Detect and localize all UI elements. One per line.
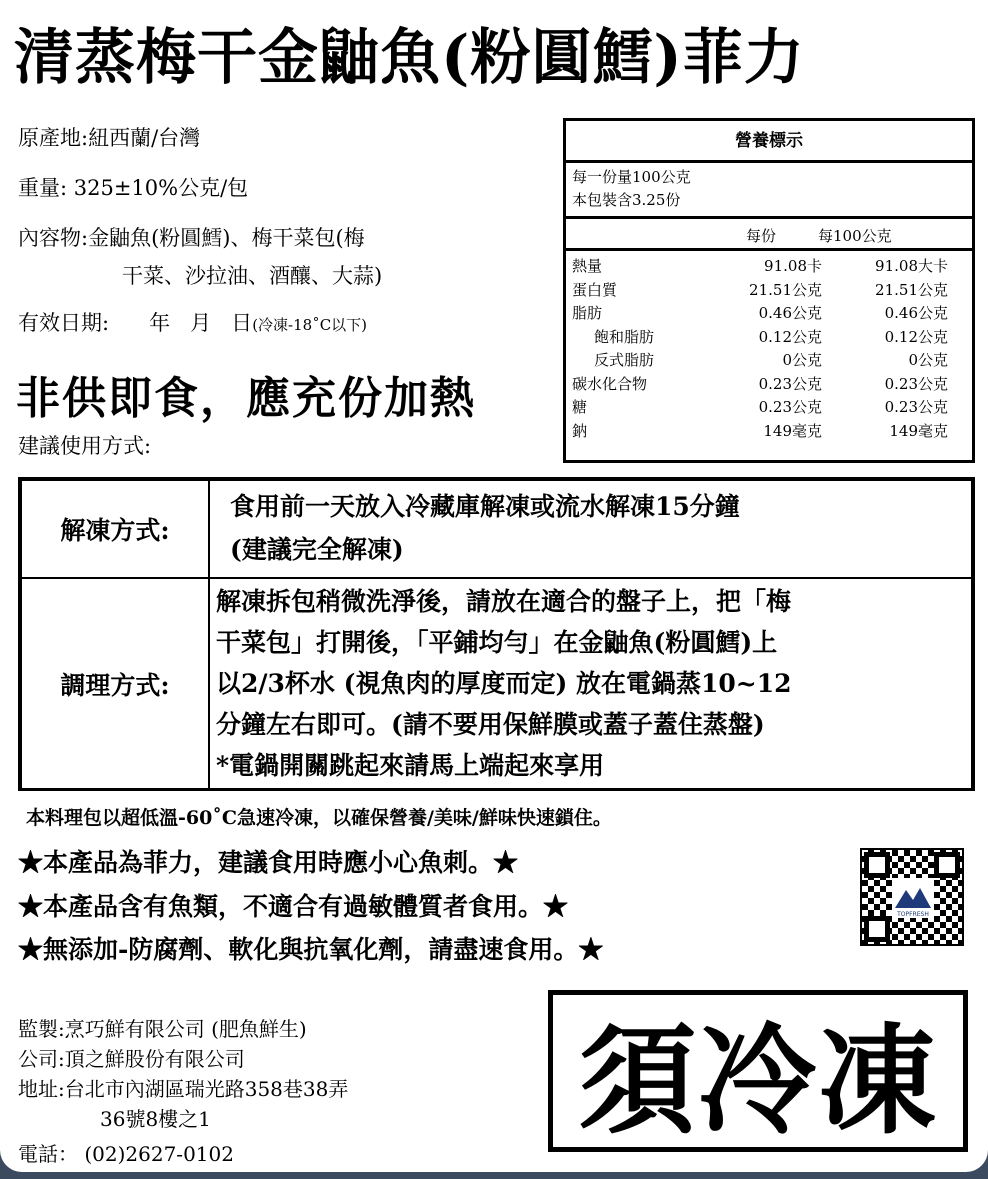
per-100g-value: 0.23公克 xyxy=(884,374,948,393)
nutrition-row xyxy=(572,396,966,420)
nutrient-name: 碳水化合物 xyxy=(572,374,648,393)
phone: 電話： (02)2627-0102 xyxy=(18,1142,234,1166)
serving-size: 每一份量100公克 xyxy=(572,168,691,186)
thaw-label: 解凍方式: xyxy=(21,480,209,578)
contents-line-2: 干菜、沙拉油、酒釀、大蒜) xyxy=(122,264,383,288)
nutrition-row xyxy=(572,302,966,326)
nutrient-name: 反式脂肪 xyxy=(594,351,655,369)
expiry-label: 有效日期: 年 月 日 xyxy=(18,311,253,335)
qr-finder xyxy=(864,852,890,878)
qr-code[interactable] xyxy=(860,848,964,946)
nutrient-name: 脂肪 xyxy=(572,304,603,322)
star-note: ★無添加-防腐劑、軟化與抗氧化劑，請盡速食用。★ xyxy=(18,935,604,964)
heating-warning: 非供即食，應充份加熱 xyxy=(16,373,476,424)
nutrition-heading: 營養標示 xyxy=(566,121,972,163)
address-line-1: 地址:台北市內湖區瑞光路358巷38弄 xyxy=(18,1077,349,1101)
per-100g-value: 21.51公克 xyxy=(875,280,948,299)
nutrition-row xyxy=(572,255,966,279)
per-serving-value: 0.46公克 xyxy=(758,304,822,322)
per-serving-value: 149毫克 xyxy=(763,421,822,440)
col-per-serving: 每份 xyxy=(746,227,777,245)
per-100g-value: 0.23公克 xyxy=(884,398,948,416)
per-100g-value: 0公克 xyxy=(908,351,948,369)
cook-line: 以2/3杯水 (視魚肉的厚度而定) 放在電鍋蒸10~12 xyxy=(216,669,792,698)
thaw-note: (建議完全解凍) xyxy=(230,535,404,564)
qr-finder xyxy=(864,916,890,942)
nutrient-name: 鈉 xyxy=(572,421,588,440)
svg-text:TOPFRESH: TOPFRESH xyxy=(897,911,929,918)
per-serving-value: 0公克 xyxy=(782,351,822,369)
per-100g-value: 91.08大卡 xyxy=(875,257,948,275)
preparation-table xyxy=(18,477,975,791)
usage-label: 建議使用方式: xyxy=(18,434,152,458)
thaw-text: 食用前一天放入冷藏庫解凍或流水解凍15分鐘 xyxy=(230,492,740,521)
keep-frozen-box: 須冷凍 xyxy=(548,990,968,1152)
nutrition-row xyxy=(572,420,966,444)
nutrient-name: 蛋白質 xyxy=(572,280,618,299)
weight: 重量: 325±10%公克/包 xyxy=(18,176,249,200)
nutrient-name: 糖 xyxy=(572,398,588,416)
star-note: ★本產品含有魚類，不適合有過敏體質者食用。★ xyxy=(18,892,569,921)
origin: 原產地:紐西蘭/台灣 xyxy=(18,126,201,150)
cook-label: 調理方式: xyxy=(21,578,209,789)
supervisor: 監製:烹巧鮮有限公司 (肥魚鮮生) xyxy=(18,1017,307,1041)
cook-instructions xyxy=(209,578,972,789)
servings-per-pack: 本包裝含3.25份 xyxy=(572,191,681,209)
star-note: ★本產品為菲力，建議食用時應小心魚刺。★ xyxy=(18,848,519,877)
contents-line-1: 內容物:金鼬魚(粉圓鱈)、梅干菜包(梅 xyxy=(18,226,365,250)
company-name: 公司:頂之鮮股份有限公司 xyxy=(18,1047,245,1071)
nutrient-name: 飽和脂肪 xyxy=(594,327,655,346)
expiry-date xyxy=(18,307,367,337)
nutrient-name: 熱量 xyxy=(572,257,603,275)
per-100g-value: 0.46公克 xyxy=(884,304,948,322)
thaw-instructions xyxy=(209,480,972,578)
cook-line: 解凍拆包稍微洗淨後，請放在適合的盤子上，把「梅 xyxy=(216,587,792,616)
per-serving-value: 0.12公克 xyxy=(758,327,822,346)
cook-line: *電鍋開關跳起來請馬上端起來享用 xyxy=(216,751,605,780)
cook-line: 分鐘左右即可。(請不要用保鮮膜或蓋子蓋住蒸盤) xyxy=(216,710,765,739)
per-100g-value: 0.12公克 xyxy=(884,327,948,346)
nutrition-column-headers xyxy=(566,219,972,251)
serving-info xyxy=(566,163,972,219)
address-line-2: 36號8樓之1 xyxy=(100,1107,211,1131)
freeze-note: 本料理包以超低溫-60˚C急速冷凍，以確保營養/美味/鮮味快速鎖住。 xyxy=(26,807,612,829)
nutrition-row xyxy=(572,349,966,373)
per-100g-value: 149毫克 xyxy=(889,421,948,440)
cook-line: 干菜包」打開後，「平鋪均勻」在金鼬魚(粉圓鱈)上 xyxy=(216,628,778,657)
per-serving-value: 0.23公克 xyxy=(758,374,822,393)
per-serving-value: 0.23公克 xyxy=(758,398,822,416)
nutrition-rows xyxy=(566,251,972,447)
expiry-note: (冷凍-18˚C以下) xyxy=(252,316,368,334)
topfresh-logo xyxy=(892,878,934,918)
nutrition-row xyxy=(572,326,966,350)
product-title: 清蒸梅干金鼬魚(粉圓鱈)菲力 xyxy=(14,23,805,93)
nutrition-row xyxy=(572,373,966,397)
per-serving-value: 21.51公克 xyxy=(749,280,822,299)
qr-finder xyxy=(934,852,960,878)
nutrition-row xyxy=(572,279,966,303)
per-serving-value: 91.08卡 xyxy=(764,257,822,275)
nutrition-facts xyxy=(563,118,975,463)
col-per-100g: 每100公克 xyxy=(818,227,892,245)
